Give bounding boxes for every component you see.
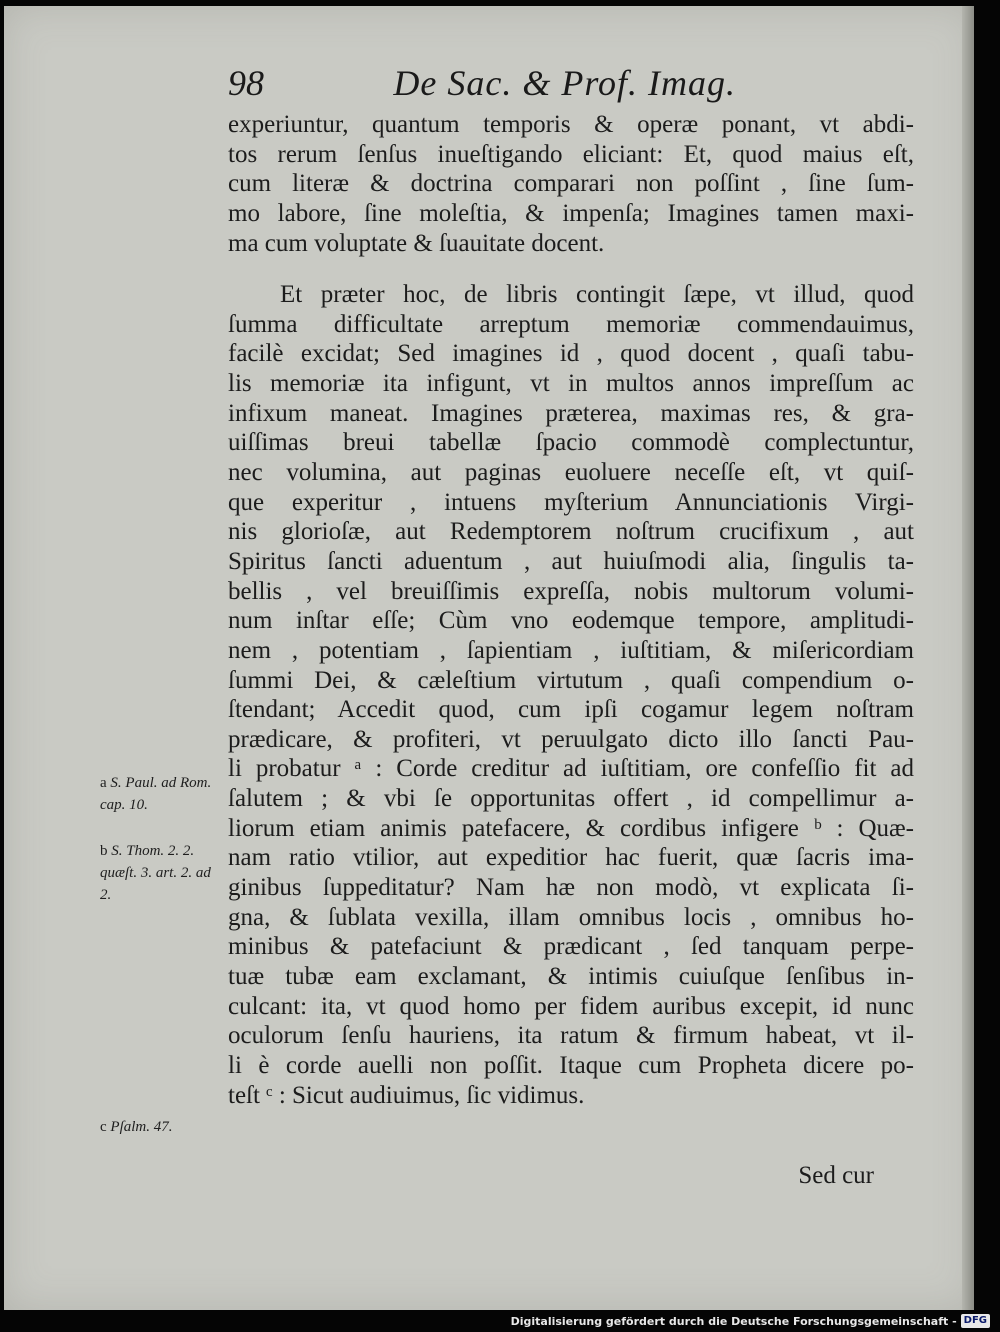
text-line: gna, & ſublata vexilla, illam omnibus locis , omnibus ho- — [228, 903, 914, 931]
text-line: Spiritus ſancti aduentum , aut huiuſmodi alia, ſingulis ta- — [228, 547, 914, 575]
paragraph-gap — [228, 258, 914, 280]
text-line: tos rerum ſenſus inueſtigando eliciant: Et, quod maius eſt, — [228, 140, 914, 168]
text-line: ſalutem ; & vbi ſe opportunitas offert , id compellimur a- — [228, 785, 914, 813]
marginal-note-a — [100, 772, 220, 816]
marginal-note-label: a — [100, 775, 107, 791]
footer-credit: Digitalisierung gefördert durch die Deutsche Forschungsgemeinschaft - — [510, 1314, 957, 1328]
text-line: minibus & patefaciunt & prædicant , ſed tanquam perpe- — [228, 933, 914, 961]
text-line: que experitur , intuens myſterium Annunciationis Virgi- — [228, 488, 914, 516]
text-line: li probatur ᵃ : Corde creditur ad iuſtitiam, ore confeſſio fit ad — [228, 755, 914, 783]
text-line: oculorum ſenſu hauriens, ita ratum & firmum habeat, vt il- — [228, 1022, 914, 1050]
marginal-note-text: S. Thom. 2. 2. quæſt. 3. art. 2. ad 2. — [100, 843, 211, 903]
marginal-note-text: Pſalm. 47. — [110, 1119, 173, 1135]
text-line: cum literæ & doctrina comparari non poſſint , ſine ſum- — [228, 170, 914, 198]
text-line: Et præter hoc, de libris contingit ſæpe, vt illud, quod — [280, 281, 914, 309]
digitization-footer — [511, 1312, 990, 1330]
marginal-note-label: b — [100, 843, 108, 859]
text-line: li è corde auelli non poſſit. Itaque cum Propheta dicere po- — [228, 1051, 914, 1079]
text-line: culcant: ita, vt quod homo per fidem auribus excepit, id nunc — [228, 992, 914, 1020]
text-line: ma cum voluptate & ſuauitate docent. — [228, 229, 605, 257]
text-line: ginibus ſuppeditatur? Nam hæ non modò, vt explicata ſi- — [228, 874, 914, 902]
dfg-logo-icon: DFG — [961, 1314, 990, 1328]
text-line: lis memoriæ ita infigunt, vt in multos annos impreſſum ac — [228, 370, 914, 398]
running-head: De Sac. & Prof. Imag. — [393, 63, 736, 103]
marginal-note-b — [100, 840, 220, 906]
text-line: experiuntur, quantum temporis & operæ ponant, vt abdi- — [228, 111, 914, 138]
text-line: prædicare, & profiteri, vt peruulgato dicto illo ſancti Pau- — [228, 725, 914, 753]
text-line: nis glorioſæ, aut Redemptorem noſtrum crucifixum , aut — [228, 518, 914, 546]
text-line: mo labore, ſine moleſtia, & impenſa; Imagines tamen maxi- — [228, 199, 914, 227]
text-line: nec volumina, aut paginas euoluere neceſſe eſt, vt quiſ- — [228, 459, 914, 487]
page-header — [228, 62, 908, 106]
text-line: tuæ tubæ eam exclamant, & intimis cuiuſque ſenſibus in- — [228, 962, 914, 990]
marginal-note-c — [100, 1116, 220, 1138]
marginal-note-text: S. Paul. ad Rom. cap. 10. — [100, 775, 212, 813]
page-number: 98 — [228, 63, 264, 103]
text-line: ſummi Dei, & cæleſtium virtutum , quaſi compendium o- — [228, 666, 914, 694]
book-page — [4, 6, 974, 1310]
text-line: bellis , vel breuiſſimis expreſſa, nobis multorum volumi- — [228, 577, 914, 605]
text-line: teſt ᶜ : Sicut audiuimus, ſic vidimus. — [228, 1081, 585, 1109]
text-line: num inſtar eſſe; Cùm vno eodemque tempore, amplitudi- — [228, 607, 914, 635]
catchword: Sed cur — [798, 1162, 874, 1189]
text-line: liorum etiam animis patefacere, & cordibus infigere ᵇ : Quæ- — [228, 814, 914, 842]
text-line: ſumma difficultate arreptum memoriæ commendauimus, — [228, 310, 914, 338]
text-line: nem , potentiam , ſapientiam , iuſtitiam, & miſericordiam — [228, 636, 914, 664]
text-line: ſtendant; Accedit quod, cum ipſi cogamur legem noſtram — [228, 696, 914, 724]
text-line: nam ratio vtilior, aut expeditior hac fuerit, quæ ſacris ima- — [228, 844, 914, 872]
marginal-note-label: c — [100, 1119, 107, 1135]
page-edge — [962, 6, 974, 1310]
main-text — [228, 110, 914, 1110]
text-line: facilè excidat; Sed imagines id , quod docent , quaſi tabu- — [228, 340, 914, 368]
text-line: uiſſimas breui tabellæ ſpacio commodè complectuntur, — [228, 429, 914, 457]
text-line: infixum maneat. Imagines præterea, maximas res, & gra- — [228, 399, 914, 427]
